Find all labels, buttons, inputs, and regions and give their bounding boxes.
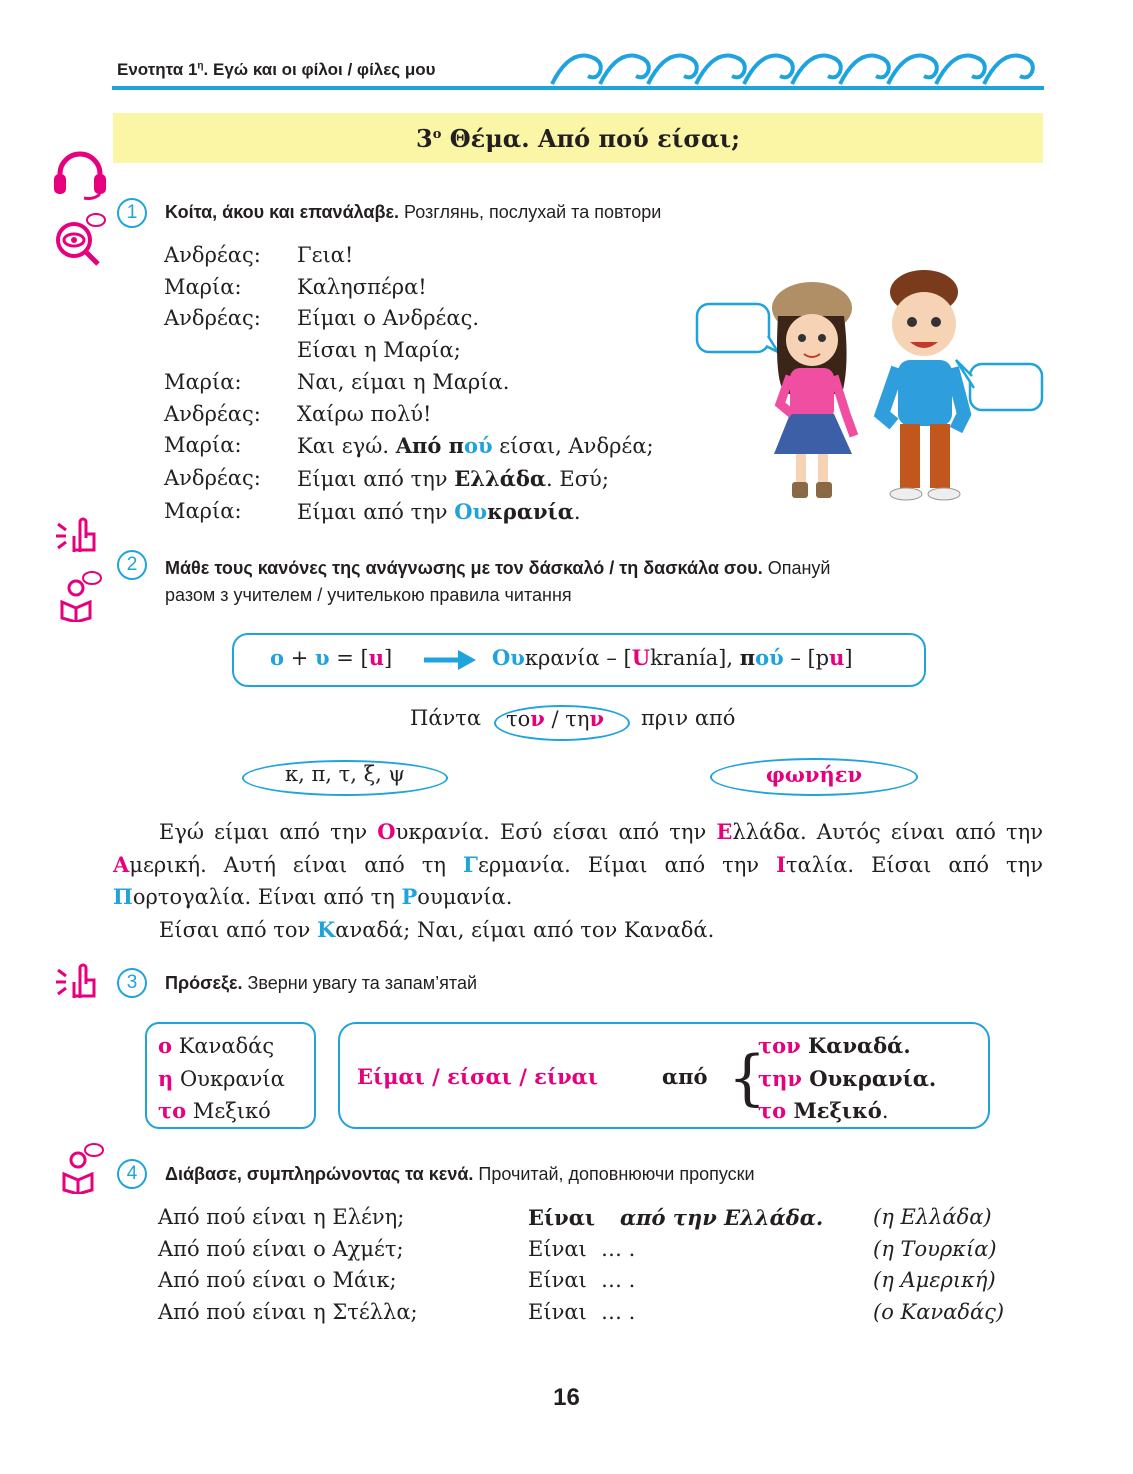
- eye-magnifier-icon: [52, 210, 108, 266]
- always-pre: Πάντα: [410, 706, 482, 730]
- exercise-number-3: 3: [117, 968, 147, 998]
- exercise-2-heading: Μάθε τους κανόνες της ανάγνωσης με τον δάσκαλό / τη δασκάλα σου. Опануй разом з учителем / учителькою правила читання: [165, 558, 831, 605]
- always-post: πριν από: [641, 706, 736, 730]
- dialogue: [164, 240, 654, 528]
- rule-example: Ουκρανία – [Ukranía], πού – [pu]: [492, 645, 853, 670]
- reading-person-icon: [56, 570, 104, 622]
- exercise-row: Από πού είναι ο Αχμέτ; Είναι … . (η Τουρκία): [158, 1236, 997, 1261]
- exercise-row: Από πού είναι η Ελένη; Είναι από την Ελλάδα. (η Ελλάδα): [158, 1205, 992, 1230]
- highlighted-letter: Ι: [776, 851, 786, 877]
- topic-title: $3^o$ Θέμα. Από πού είσαι;: [416, 124, 740, 153]
- exercise-1-heading: Κοίτα, άκου και επανάλαβε. Розглянь, послухай та повтори: [165, 202, 662, 222]
- highlighted-letter: Π: [113, 884, 133, 909]
- reading-paragraph: [113, 816, 1043, 946]
- dialogue-line: Ανδρέας: Χαίρω πολύ!: [164, 401, 432, 426]
- article-row: το Μεξικό: [158, 1098, 271, 1123]
- arrow-right-icon: [424, 650, 476, 670]
- form-row: την Ουκρανία.: [758, 1065, 937, 1091]
- dialogue-line: Ανδρέας: Είμαι ο Ανδρέας.: [164, 306, 480, 331]
- dialogue-line: Είσαι η Μαρία;: [297, 338, 461, 363]
- dialogue-line: Μαρία: Είμαι από την Ουκρανία.: [164, 498, 581, 524]
- exercise-4-heading: Διάβασε, συμπληρώνοντας τα κενά. Прочитай, доповнюючи пропуски: [165, 1164, 755, 1184]
- article-row: ο Καναδάς: [158, 1033, 275, 1058]
- exercise-number-1: 1: [117, 198, 147, 228]
- dialogue-line: Ανδρέας: Είμαι από την Ελλάδα. Εσύ;: [164, 465, 609, 491]
- article-row: η Ουκρανία: [158, 1065, 285, 1091]
- fill-in-exercise: [158, 1202, 1038, 1328]
- page-number: 16: [553, 1384, 580, 1411]
- exercise-number-2: 2: [117, 550, 147, 580]
- dialogue-line: Μαρία: Καλησπέρα!: [164, 274, 427, 299]
- rule-formula: ο + υ = [u]: [270, 645, 393, 670]
- exercise-row: Από πού είναι ο Μάικ; Είναι … . (η Αμερική): [158, 1268, 996, 1292]
- paragraph-1: Εγώ είμαι από την Ουκρανία. Εσύ είσαι από την Ελλάδα. Αυτός είναι από την Αμερική. Αυτή είναι από τη Γερμανία. Είμαι από την Ιταλία. Είσαι από την Πορτογαλία. Είναι από τη Ρουμανία.: [113, 819, 1043, 909]
- dialogue-line: Μαρία: Ναι, είμαι η Μαρία.: [164, 369, 510, 394]
- form-row: το Μεξικό.: [758, 1098, 889, 1123]
- dialogue-line: Ανδρέας: Γεια!: [164, 243, 354, 267]
- vowels-label: φωνήεν: [765, 762, 863, 787]
- unit-title: Ενοτητα $1^\eta$. Εγώ και οι φίλοι / φίλες μου: [117, 60, 436, 79]
- highlighted-letter: Ο: [377, 819, 396, 844]
- highlighted-letter: Ε: [716, 819, 733, 844]
- exercise-row: Από πού είναι η Στέλλα; Είναι … . (ο Καναδάς): [158, 1299, 1005, 1324]
- children-illustration: [694, 264, 1046, 504]
- wave-border-icon: [548, 48, 1044, 88]
- exercise-3-heading: Πρόσεξε. Зверни увагу та запам’ятай: [165, 973, 478, 993]
- article-forms: [758, 1030, 936, 1128]
- brace: {: [728, 1043, 767, 1113]
- dialogue-line: Μαρία: Και εγώ. Από πού είσαι, Ανδρέα;: [164, 433, 654, 459]
- paragraph-2: Είσαι από τον Καναδά; Ναι, είμαι από τον Καναδά.: [159, 916, 715, 942]
- articles-list: [158, 1030, 285, 1128]
- articles-ton-tin: τον / την: [506, 706, 605, 731]
- highlighted-letter: Κ: [317, 916, 336, 942]
- form-row: τον Καναδά.: [758, 1033, 911, 1058]
- highlighted-letter: Α: [113, 851, 130, 877]
- consonants-list: κ, π, τ, ξ, ψ: [285, 762, 405, 786]
- highlighted-letter: Ρ: [401, 884, 418, 909]
- reading-person-icon: [58, 1142, 106, 1194]
- exercise-number-4: 4: [117, 1159, 147, 1189]
- verb-forms: Είμαι / είσαι / είναι: [357, 1064, 598, 1089]
- headphones-icon: [50, 150, 110, 200]
- pointing-hand-icon: [54, 960, 100, 1000]
- header-divider: [112, 86, 1044, 90]
- apo-label: από: [662, 1064, 708, 1089]
- highlighted-letter: Γ: [463, 851, 478, 877]
- pointing-hand-icon: [54, 514, 100, 554]
